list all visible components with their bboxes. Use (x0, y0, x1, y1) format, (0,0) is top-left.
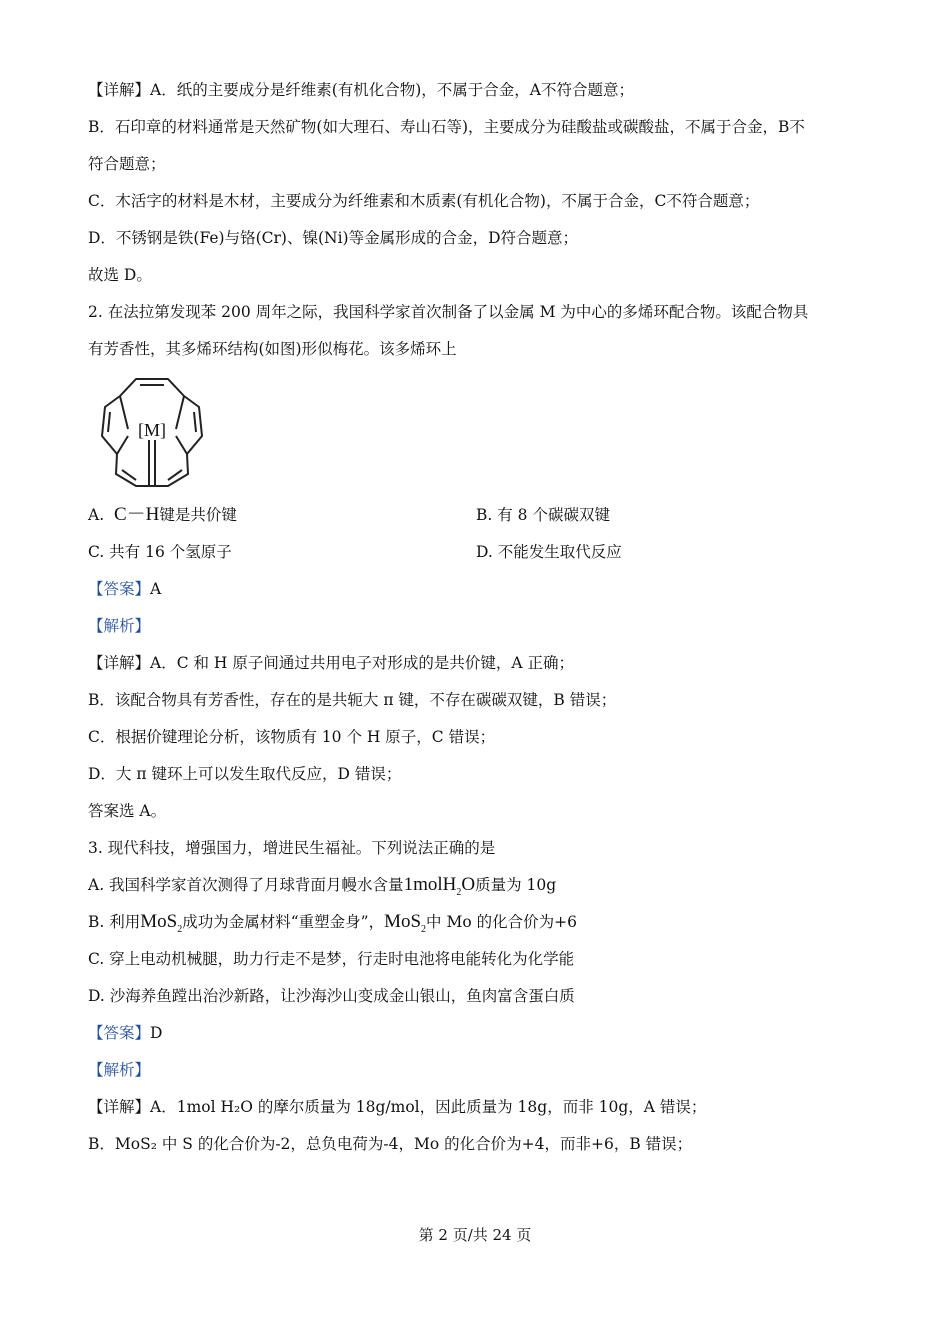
formula-subscript: 2 (456, 886, 462, 898)
q2-option-d: D. 不能发生取代反应 (476, 543, 622, 561)
q1-detail-b2: 符合题意； (88, 155, 166, 173)
q1-detail-c: C．木活字的材料是木材，主要成分为纤维素和木质素(有机化合物)，不属于合金，C不符合题意； (88, 192, 760, 210)
q3-analysis-label: 【解析】 (88, 1061, 151, 1079)
option-b-formula-1 (140, 911, 183, 935)
q3-option-d: D. 沙海养鱼蹚出治沙新路，让沙海沙山变成金山银山，鱼肉富含蛋白质 (88, 987, 575, 1005)
answer-label: 【答案】 (88, 1024, 151, 1042)
q3-detail-a-text: A．1mol H₂O 的摩尔质量为 18g/mol，因此质量为 18g，而非 10g，A 错误； (150, 1098, 707, 1116)
answer-value: D (150, 1024, 163, 1042)
option-a-formula: C－H (113, 504, 160, 525)
option-a-tail: 质量为 10g (475, 876, 557, 894)
inner-bond (176, 396, 184, 429)
q1-detail-b1: B．石印章的材料通常是天然矿物(如大理石、寿山石等)，主要成分为硅酸盐或碳酸盐，不属于合金，B不 (88, 118, 805, 136)
inner-bond (117, 436, 128, 454)
page-footer: 第 2 页/共 24 页 (418, 1226, 532, 1244)
q2-detail-a (88, 651, 868, 675)
option-a-suffix: 键是共价键 (159, 506, 237, 524)
inner-bond (176, 436, 187, 454)
inner-bond (120, 396, 128, 429)
q3-detail-b: B．MoS₂ 中 S 的化合价为-2，总负电荷为-4，Mo 的化合价为+4，而非+6，B 错误； (88, 1135, 693, 1153)
detail-label: 【详解】 (88, 654, 151, 672)
option-b-text1: B. 利用 (88, 913, 141, 931)
q1-conclusion: 故选 D。 (88, 266, 152, 284)
answer-value: A (150, 580, 162, 598)
q3-detail-a (88, 1095, 868, 1119)
q2-answer (88, 577, 868, 601)
q2-options-row2 (88, 540, 868, 564)
option-a-prefix: A. (88, 506, 105, 524)
formula-main: MoS (384, 911, 422, 932)
option-b-formula-2 (384, 911, 427, 935)
q2-option-a (88, 503, 476, 527)
option-a-formula (403, 874, 476, 898)
page-content (88, 78, 868, 1169)
q2-detail-d: D．大 π 键环上可以发生取代反应，D 错误； (88, 765, 402, 783)
q3-option-a (88, 873, 868, 897)
formula-subscript: 2 (421, 923, 427, 935)
q2-stem-line2: 有芳香性，其多烯环结构(如图)形似梅花。该多烯环上 (88, 340, 457, 358)
q2-conclusion: 答案选 A。 (88, 802, 167, 820)
double-bond (194, 412, 196, 432)
option-a-text: A. 我国科学家首次测得了月球背面月幔水含量 (88, 876, 404, 894)
q3-stem: 3. 现代科技，增强国力，增进民生福祉。下列说法正确的是 (88, 839, 496, 857)
q1-detail-d: D．不锈钢是铁(Fe)与铬(Cr)、镍(Ni)等金属形成的合金，D符合题意； (88, 229, 579, 247)
double-bond (108, 412, 110, 432)
formula-end: O (461, 874, 476, 895)
option-b-text2: 成功为金属材料“重塑金身”， (182, 913, 385, 931)
option-b-text3: 中 Mo 的化合价为+6 (426, 913, 577, 931)
formula-subscript: 2 (177, 923, 183, 935)
q2-stem-line1: 2. 在法拉第发现苯 200 周年之际，我国科学家首次制备了以金属 M 为中心的多烯环配合物。该配合物具 (88, 303, 809, 321)
metal-label: [M] (138, 420, 166, 440)
detail-label: 【详解】 (88, 81, 151, 99)
q3-option-b (88, 910, 868, 934)
polyene-ring-structure-diagram (88, 374, 218, 492)
detail-label: 【详解】 (88, 1098, 151, 1116)
formula-main: MoS (140, 911, 178, 932)
q2-detail-a-text: A．C 和 H 原子间通过共用电子对形成的是共价键，A 正确； (150, 654, 574, 672)
q3-answer (88, 1021, 868, 1045)
q2-option-b: B. 有 8 个碳碳双键 (476, 506, 610, 524)
answer-label: 【答案】 (88, 580, 151, 598)
polyene-ring-figure (88, 374, 868, 492)
q3-option-c: C. 穿上电动机械腿，助力行走不是梦，行走时电池将电能转化为化学能 (88, 950, 575, 968)
q2-detail-c: C．根据价键理论分析，该物质有 10 个 H 原子，C 错误； (88, 728, 496, 746)
q2-option-c: C. 共有 16 个氢原子 (88, 543, 232, 561)
q1-detail-a-text: A．纸的主要成分是纤维素(有机化合物)，不属于合金，A不符合题意； (150, 81, 634, 99)
q2-options-row1 (88, 503, 868, 527)
q2-analysis-label: 【解析】 (88, 617, 151, 635)
formula-main: 1molH (403, 874, 457, 895)
q2-detail-b: B．该配合物具有芳香性，存在的是共轭大 π 键，不存在碳碳双键，B 错误； (88, 691, 617, 709)
q1-detail-a (88, 78, 868, 102)
